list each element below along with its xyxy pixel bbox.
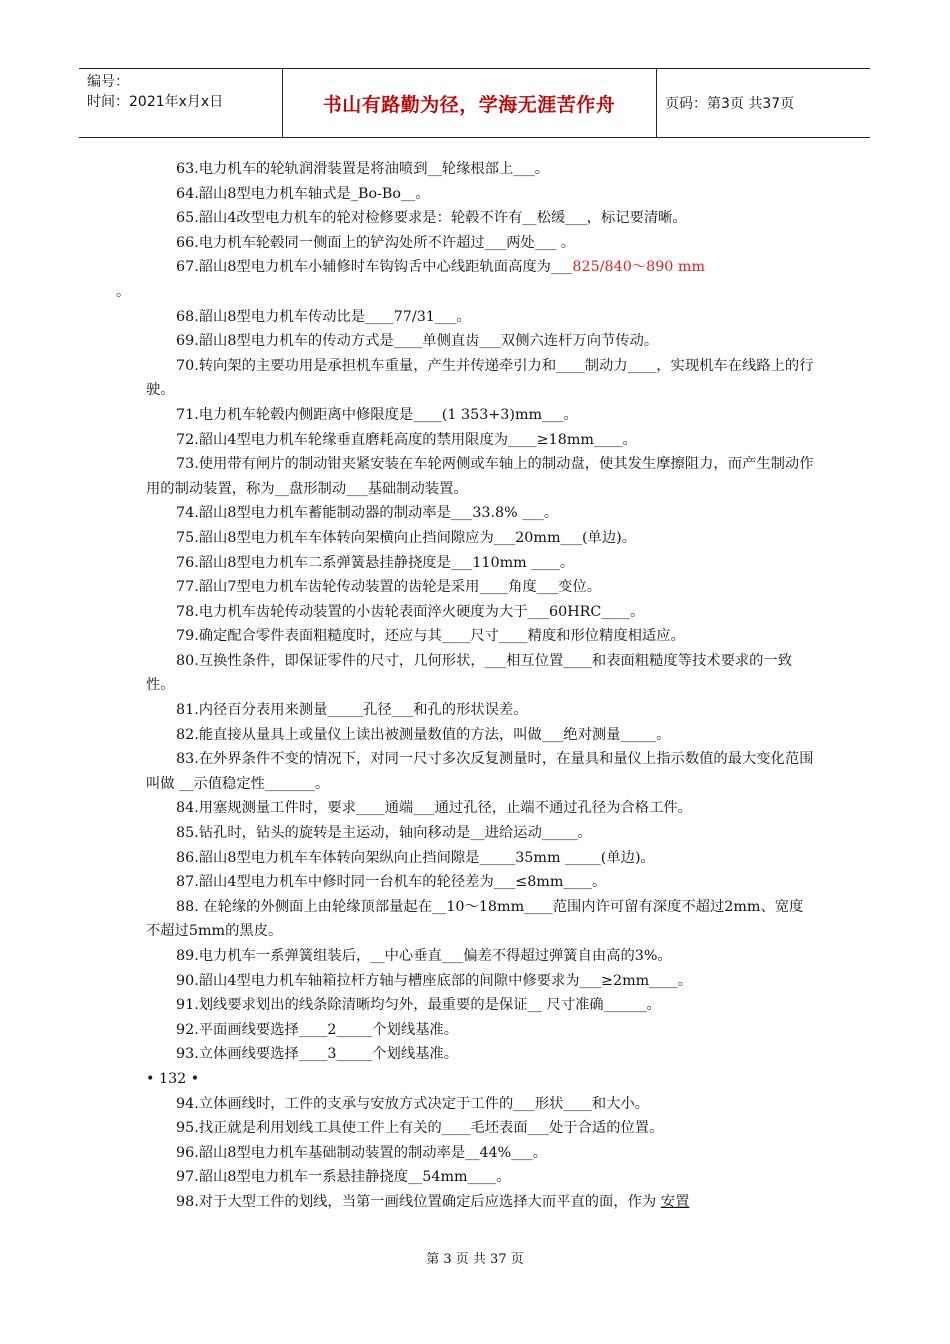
code-label: 编号：	[87, 74, 129, 90]
q77: 77.韶山7型电力机车齿轮传动装置的齿轮是采用____角度___变位。	[176, 579, 601, 596]
page-footer: 第 3 页 共 37 页	[426, 1252, 524, 1267]
page-header	[79, 68, 870, 138]
q64: 64.韶山8型电力机车轴式是_Bo-Bo__。	[176, 185, 430, 202]
q96: 96.韶山8型电力机车基础制动装置的制动率是__44%___。	[176, 1144, 547, 1161]
page-marker: • 132 •	[146, 1070, 200, 1087]
q97: 97.韶山8型电力机车一系悬挂静挠度__54mm____。	[176, 1169, 511, 1186]
q85: 85.钻孔时，钻头的旋转是主运动，轴向移动是__进给运动_____。	[176, 825, 592, 842]
q72: 72.韶山4型电力机车轮缘垂直磨耗高度的禁用限度为____≥18mm____。	[176, 431, 637, 448]
q89: 89.电力机车一系弹簧组装后，__中心垂直___偏差不得超过弹簧自由高的3%。	[176, 948, 672, 964]
q80: 80.互换性条件，即保证零件的尺寸，几何形状，___相互位置____和表面粗糙度等技术要求的一致性。	[146, 652, 793, 694]
q68: 68.韶山8型电力机车传动比是____77/31___。	[176, 308, 471, 325]
q71: 71.电力机车轮毂内侧距离中修限度是____(1 353+3)mm___。	[176, 406, 578, 423]
q78: 78.电力机车齿轮传动装置的小齿轮表面淬火硬度为大于___60HRC____。	[176, 603, 645, 620]
q90: 90.韶山4型电力机车轴箱拉杆方轴与槽座底部的间隙中修要求为___≥2mm____。	[176, 972, 693, 989]
q67	[116, 255, 816, 304]
q98-answer: 安置	[660, 1193, 690, 1210]
q81: 81.内径百分表用来测量_____孔径___和孔的形状误差。	[176, 702, 528, 719]
document-body	[116, 157, 816, 1215]
q66: 66.电力机车轮毂同一侧面上的铲沟处所不许超过___两处___ 。	[176, 234, 575, 251]
q95: 95.找正就是利用划线工具使工件上有关的____毛坯表面___处于合适的位置。	[176, 1120, 664, 1137]
q94: 94.立体画线时，工件的支承与安放方式决定于工件的___形状____和大小。	[176, 1095, 650, 1112]
q63: 63.电力机车的轮轨润滑装置是将油喷到__轮缘根部上___。	[176, 161, 550, 177]
q82: 82.能直接从量具上或量仪上读出被测量数值的方法，叫做___绝对测量_____。	[176, 726, 671, 743]
q74: 74.韶山8型电力机车蓄能制动器的制动率是___33.8% ___。	[176, 505, 559, 522]
q98-prefix: 98.对于大型工件的划线，当第一画线位置确定后应选择大而平直的面，作为	[176, 1193, 661, 1210]
q84: 84.用塞规测量工件时，要求____通端___通过孔径，止端不通过孔径为合格工件。	[176, 800, 692, 817]
q86: 86.韶山8型电力机车车体转向架纵向止挡间隙是_____35mm _____(单边)。	[176, 849, 655, 866]
q69: 69.韶山8型电力机车的传动方式是____单侧直齿___双侧六连杆万向节传动。	[176, 333, 659, 350]
q91: 91.划线要求划出的线条除清晰均匀外，最重要的是保证__ 尺寸准确______。	[176, 997, 661, 1014]
date-label: 时间：2021年x月x日	[87, 94, 224, 110]
q75: 75.韶山8型电力机车车体转向架横向止挡间隙应为___20mm___(单边)。	[176, 529, 637, 546]
q87: 87.韶山4型电力机车中修时同一台机车的轮径差为___≤8mm____。	[176, 874, 607, 891]
motto: 书山有路勤为径，学海无涯苦作舟	[322, 93, 616, 116]
header-meta	[79, 69, 282, 137]
q83: 83.在外界条件不变的情况下，对同一尺寸多次反复测量时，在量具和量仪上指示数值的最大变化范围叫做 __示值稳定性_______。	[146, 751, 814, 792]
q73: 73.使用带有闸片的制动钳夹紧安装在车轮两侧或车轴上的制动盘，使其发生摩擦阻力，而产生制动作用的制动装置，称为__盘形制动___基础制动装置。	[146, 456, 814, 497]
q67-answer: 825/840～890 mm	[572, 259, 706, 276]
q79: 79.确定配合零件表面粗糙度时，还应与其____尺寸____精度和形位精度相适应。	[176, 628, 685, 645]
q67-prefix: 67.韶山8型电力机车小辅修时车钩钩舌中心线距轨面高度为___	[176, 259, 573, 276]
q92: 92.平面画线要选择____2_____个划线基准。	[176, 1021, 459, 1038]
q93: 93.立体画线要选择____3_____个划线基准。	[176, 1046, 459, 1063]
q65: 65.韶山4改型电力机车的轮对检修要求是：轮毂不许有__松缓___，标记要清晰。	[176, 210, 687, 227]
q70: 70.转向架的主要功用是承担机车重量，产生并传递牵引力和____制动力____，实现机车在线路上的行驶。	[146, 357, 814, 399]
q76: 76.韶山8型电力机车二系弹簧悬挂静挠度是___110mm ____。	[176, 554, 575, 571]
q98	[146, 1190, 816, 1215]
page-info: 页码：第3页 共37页	[665, 96, 795, 112]
q67-suffix: 。	[116, 283, 131, 300]
q88: 88. 在轮缘的外侧面上由轮缘顶部量起在__10～18mm____范围内许可留有深度不超过2mm、宽度不超过5mm的黑皮。	[146, 898, 804, 940]
